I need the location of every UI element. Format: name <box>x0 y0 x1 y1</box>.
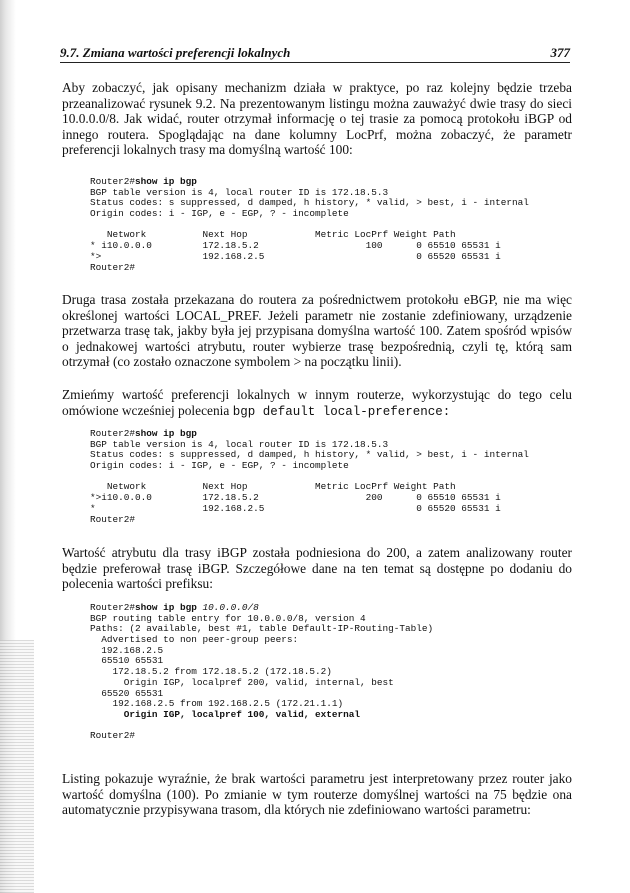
page-number: 377 <box>550 45 570 60</box>
listing-line-bold: Origin IGP, localpref 100, valid, external <box>90 708 361 720</box>
listing-line: Advertised to non peer-group peers: <box>90 634 299 646</box>
listing-line: Status codes: s suppressed, d damped, h history, * valid, > best, i - internal <box>90 449 529 461</box>
paragraph-5: Listing pokazuje wyraźnie, że brak wartości parametru jest interpretowany przez router jako wartość domyślna (100). Po zmianie w tym routerze domyślnej wartości na 75 będzie ona automatycznie przypisywana trasom, dla których nie zdefiniowano wartości parametru: <box>62 771 572 817</box>
listing-line: *> 192.168.2.5 0 65520 65531 i <box>90 250 501 262</box>
listing-line: Paths: (2 available, best #1, table Default-IP-Routing-Table) <box>90 623 434 635</box>
listing-line: BGP routing table entry for 10.0.0.0/8, version 4 <box>90 612 366 624</box>
listing-line: BGP table version is 4, local router ID is 172.18.5.3 <box>90 438 389 450</box>
listing-line: *>i10.0.0.0 172.18.5.2 200 0 65510 65531 i <box>90 492 501 504</box>
paragraph-1: Aby zobaczyć, jak opisany mechanizm działa w praktyce, po raz kolejny będzie trzeba przeanalizować rysunek 9.2. Na prezentowanym listingu można zauważyć dwie trasy do sieci 10.0.0.0/8. Jak widać, router otrzymał informację o tej trasie za pomocą protokołu iBGP od innego routera. Spoglądając na dane kolumny LocPrf, można zobaczyć, że parametr preferencji lokalnych trasy ma domyślną wartość 100: <box>62 80 572 157</box>
listing-prompt: Router2# <box>90 428 136 439</box>
chapter-title: 9.7. Zmiana wartości preferencji lokalnych <box>60 45 291 60</box>
listing-line: Network Next Hop Metric LocPrf Weight Path <box>90 229 456 241</box>
listing-blank-line <box>90 721 580 732</box>
listing-prompt: Router2# <box>90 602 136 613</box>
listing-3 <box>90 603 580 742</box>
page-header <box>60 45 570 63</box>
listing-line: * i10.0.0.0 172.18.5.2 100 0 65510 65531 i <box>90 240 501 252</box>
listing-prompt: Router2# <box>90 176 136 187</box>
paragraph-3-text: Zmieńmy wartość preferencji lokalnych w innym routerze, wykorzystując do tego celu omówione wcześniej polecenia <box>62 387 572 418</box>
listing-command: show ip bgp <box>135 428 197 439</box>
listing-line: BGP table version is 4, local router ID is 172.18.5.3 <box>90 186 389 198</box>
listing-command: show ip bgp <box>135 176 197 187</box>
listing-command: show ip bgp <box>135 602 197 613</box>
paragraph-2: Druga trasa została przekazana do routera za pośrednictwem protokołu eBGP, nie ma więc określonej wartości LOCAL_PREF. Jeżeli parametr nie zostanie zdefiniowany, urządzenie przetwarza trasę tak, jakby była jej przypisana domyślna wartość 100. Zatem spośród wpisów o jednakowej wartości atrybutu, router wybierze trasę bezpośrednią, czyli tę, którą sam otrzymał (co zostało oznaczone symbolem > na początku linii). <box>62 292 572 369</box>
listing-line: 192.168.2.5 <box>90 644 164 656</box>
listing-1 <box>90 177 580 273</box>
listing-line: Status codes: s suppressed, d damped, h history, * valid, > best, i - internal <box>90 197 529 209</box>
listing-line: 192.168.2.5 from 192.168.2.5 (172.21.1.1) <box>90 698 344 710</box>
listing-line: Origin codes: i - IGP, e - EGP, ? - incomplete <box>90 208 349 220</box>
listing-line: 65520 65531 <box>90 687 164 699</box>
paragraph-3 <box>62 387 572 420</box>
scan-edge-noise <box>0 640 34 893</box>
listing-argument: 10.0.0.0/8 <box>202 602 259 613</box>
listing-line: Origin IGP, localpref 200, valid, internal, best <box>90 676 394 688</box>
paragraph-4: Wartość atrybutu dla trasy iBGP została podniesiona do 200, a zatem analizowany router będzie preferował trasę iBGP. Szczegółowe dane na ten temat są dostępne po dodaniu do polecenia wartości prefiksu: <box>62 545 572 591</box>
listing-line: * 192.168.2.5 0 65520 65531 i <box>90 502 501 514</box>
listing-2 <box>90 429 580 525</box>
listing-end-prompt: Router2# <box>90 730 136 742</box>
listing-line: Origin codes: i - IGP, e - EGP, ? - incomplete <box>90 460 349 472</box>
inline-command: bgp default local-preference: <box>232 404 451 419</box>
listing-line: Network Next Hop Metric LocPrf Weight Path <box>90 481 456 493</box>
header-rule <box>60 62 570 63</box>
listing-line: Router2# <box>90 261 136 273</box>
listing-line: Router2# <box>90 513 136 525</box>
listing-line: 172.18.5.2 from 172.18.5.2 (172.18.5.2) <box>90 666 332 678</box>
listing-line: 65510 65531 <box>90 655 164 667</box>
